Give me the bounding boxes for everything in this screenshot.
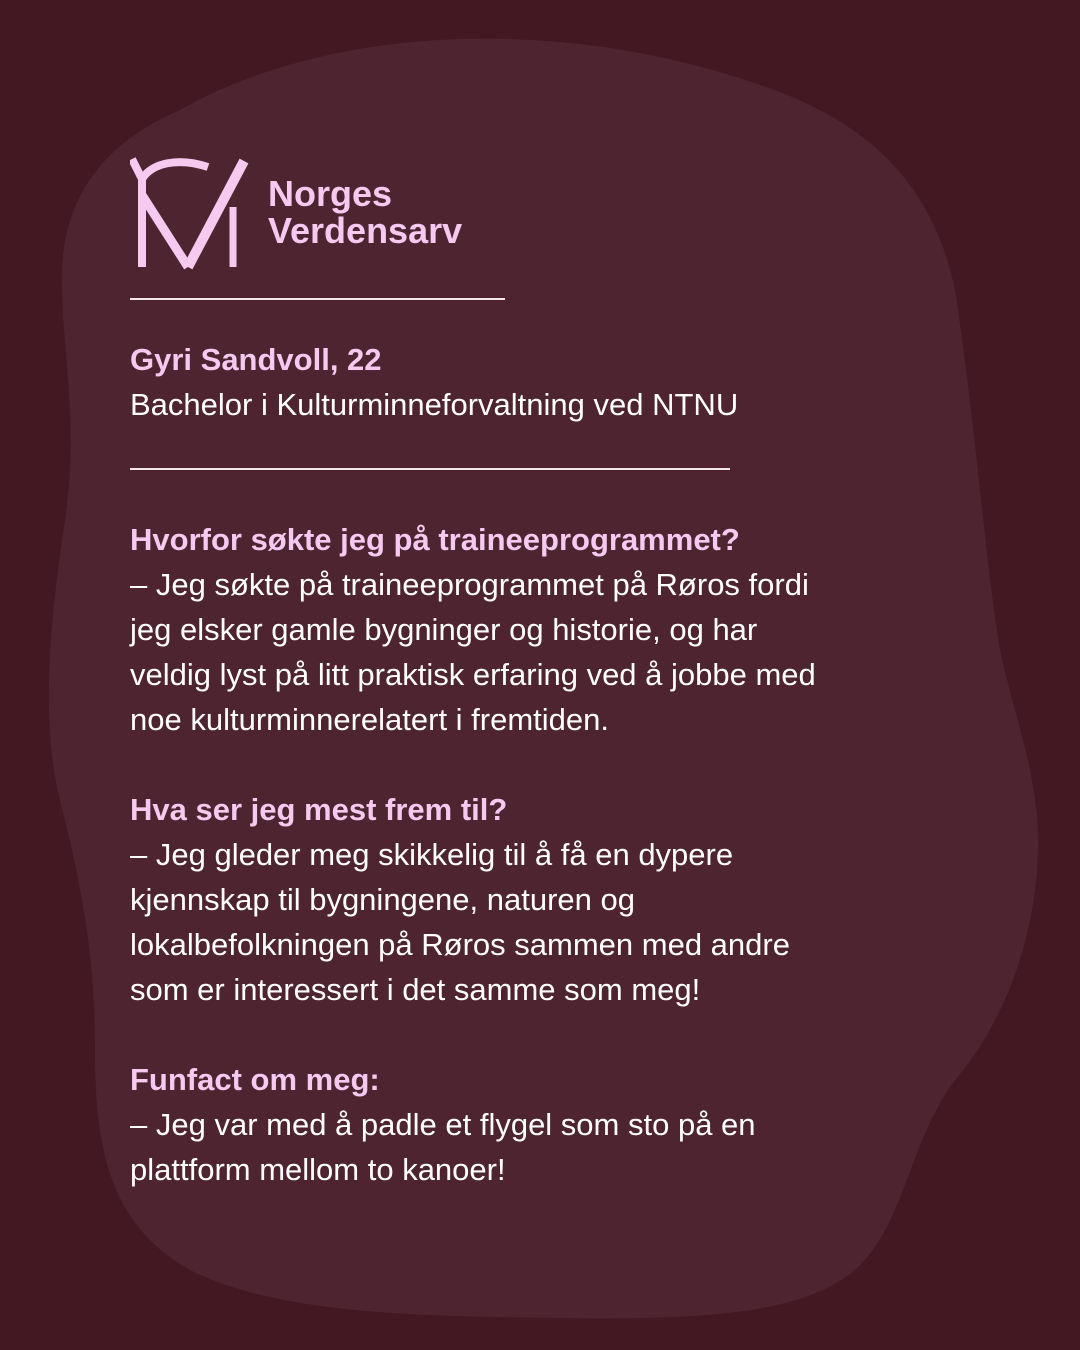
answer-line: – Jeg gleder meg skikkelig til å få en dypere xyxy=(130,837,734,872)
profile-card xyxy=(130,0,960,1350)
answer-text xyxy=(130,562,960,742)
qa-section-funfact xyxy=(130,1057,960,1192)
answer-line: veldig lyst på litt praktisk erfaring ved å jobbe med xyxy=(130,657,816,692)
answer-line: kjennskap til bygningene, naturen og xyxy=(130,882,635,917)
logo-wordmark xyxy=(268,175,462,249)
qa-section-looking-forward xyxy=(130,787,960,1012)
answer-text xyxy=(130,1102,960,1192)
answer-line: noe kulturminnerelatert i fremtiden. xyxy=(130,702,610,737)
logo-line-2: Verdensarv xyxy=(268,210,463,251)
question-heading: Funfact om meg: xyxy=(130,1062,380,1097)
qa-section-why-apply xyxy=(130,517,960,742)
divider-top xyxy=(130,298,505,300)
norges-verdensarv-logo xyxy=(130,155,530,270)
answer-line: lokalbefolkningen på Røros sammen med andre xyxy=(130,927,790,962)
answer-text xyxy=(130,832,960,1012)
person-role: Bachelor i Kulturminneforvaltning ved NTNU xyxy=(130,387,739,422)
question-heading: Hva ser jeg mest frem til? xyxy=(130,792,508,827)
divider-middle xyxy=(130,468,730,470)
verdensarv-emblem-icon xyxy=(130,155,250,270)
person-name: Gyri Sandvoll, 22 xyxy=(130,342,382,377)
logo-line-1: Norges xyxy=(268,173,393,214)
answer-line: som er interessert i det samme som meg! xyxy=(130,972,701,1007)
answer-line: jeg elsker gamle bygninger og historie, og har xyxy=(130,612,758,647)
answer-line: – Jeg søkte på traineeprogrammet på Røros fordi xyxy=(130,567,809,602)
answer-line: – Jeg var med å padle et flygel som sto på en xyxy=(130,1107,756,1142)
answer-line: plattform mellom to kanoer! xyxy=(130,1152,506,1187)
question-heading: Hvorfor søkte jeg på traineeprogrammet? xyxy=(130,522,740,557)
